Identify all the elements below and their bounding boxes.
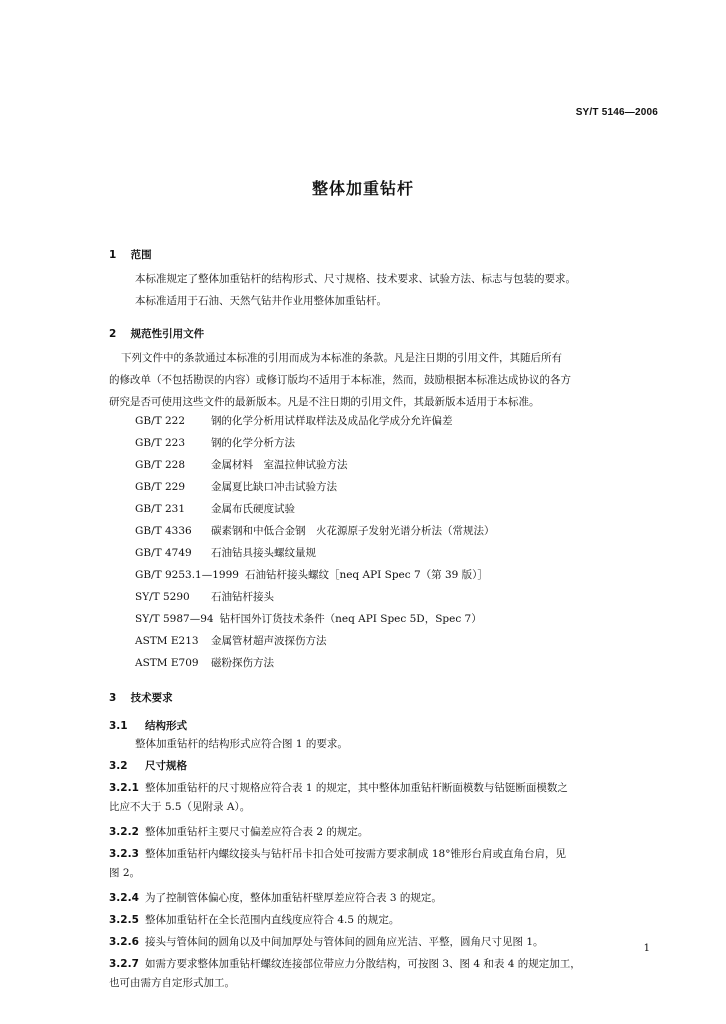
reference-title: 金属布氏硬度试验 — [211, 503, 295, 515]
clause-3-2-5 — [109, 912, 399, 927]
reference-item — [135, 589, 274, 604]
section-number: 2 — [109, 328, 117, 340]
reference-title: 金属夏比缺口冲击试验方法 — [211, 481, 337, 493]
page-number: 1 — [643, 943, 650, 954]
clause-number: 3.2.2 — [109, 826, 139, 838]
reference-item — [135, 501, 295, 516]
reference-title: 石油钻具接头螺纹量规 — [211, 547, 316, 559]
reference-item — [135, 567, 488, 582]
clause-3-2-4 — [109, 890, 442, 905]
clause-3-2-3-line-2: 图 2。 — [109, 867, 141, 879]
reference-code: SY/T 5987—94 — [135, 613, 214, 625]
reference-code: SY/T 5290 — [135, 591, 190, 603]
section-2-intro-line-3: 研究是否可使用这些文件的最新版本。凡是不注日期的引用文件，其最新版本适用于本标准。 — [109, 396, 540, 408]
clause-3-2-7 — [109, 956, 581, 971]
section-2-intro-line-1: 下列文件中的条款通过本标准的引用而成为本标准的条款。凡是注日期的引用文件，其随后所有 — [121, 352, 562, 364]
section-title: 范围 — [130, 249, 152, 261]
subsection-title: 结构形式 — [145, 720, 187, 732]
clause-text: 整体加重钻杆内螺纹接头与钻杆吊卡扣合处可按需方要求制成 18°锥形台肩或直角台肩，见 — [145, 848, 566, 860]
reference-code: GB/T 228 — [135, 459, 186, 471]
reference-title: 金属材料 室温拉伸试验方法 — [211, 459, 348, 471]
reference-item — [135, 655, 274, 670]
reference-code: ASTM E213 — [135, 635, 199, 647]
reference-item — [135, 611, 482, 626]
subsection-number: 3.2 — [109, 760, 128, 772]
clause-3-2-1 — [109, 780, 568, 795]
reference-item — [135, 545, 316, 560]
clause-text: 如需方要求整体加重钻杆螺纹连接部位带应力分散结构，可按图 3、图 4 和表 4 的规定加工， — [145, 958, 581, 970]
clause-3-2-2 — [109, 824, 368, 839]
subsection-3-1-text: 整体加重钻杆的结构形式应符合图 1 的要求。 — [135, 738, 348, 750]
clause-text: 整体加重钻杆主要尺寸偏差应符合表 2 的规定。 — [145, 826, 369, 838]
clause-number: 3.2.6 — [109, 936, 139, 948]
clause-number: 3.2.1 — [109, 782, 139, 794]
section-number: 1 — [109, 249, 117, 261]
clause-number: 3.2.4 — [109, 892, 139, 904]
section-2-intro-line-2: 的修改单（不包括勘误的内容）或修订版均不适用于本标准，然而，鼓励根据本标准达成协议的各方 — [109, 374, 571, 386]
subsection-title: 尺寸规格 — [145, 760, 187, 772]
reference-title: 钻杆国外订货技术条件（neq API Spec 5D，Spec 7） — [219, 613, 482, 625]
reference-title: 钢的化学分析用试样取样法及成品化学成分允许偏差 — [211, 415, 453, 427]
clause-3-2-3 — [109, 846, 566, 861]
reference-item — [135, 479, 337, 494]
reference-code: GB/T 231 — [135, 503, 186, 515]
reference-code: GB/T 4336 — [135, 525, 192, 537]
reference-item — [135, 633, 327, 648]
reference-code: GB/T 9253.1—1999 — [135, 569, 239, 581]
subsection-3-2 — [109, 758, 187, 773]
reference-title: 金属管材超声波探伤方法 — [211, 635, 327, 647]
clause-3-2-6 — [109, 934, 544, 949]
reference-code: ASTM E709 — [135, 657, 199, 669]
section-number: 3 — [109, 692, 117, 704]
section-1-line-2: 本标准适用于石油、天然气钻井作业用整体加重钻杆。 — [135, 295, 387, 307]
reference-title: 石油钻杆接头 — [211, 591, 274, 603]
clause-number: 3.2.5 — [109, 914, 139, 926]
clause-3-2-7-line-2: 也可由需方自定形式加工。 — [109, 977, 235, 989]
clause-text: 为了控制管体偏心度，整体加重钻杆壁厚差应符合表 3 的规定。 — [145, 892, 442, 904]
reference-code: GB/T 4749 — [135, 547, 192, 559]
clause-number: 3.2.7 — [109, 958, 139, 970]
standard-code: SY/T 5146—2006 — [575, 107, 658, 118]
reference-item — [135, 457, 348, 472]
reference-title: 磁粉探伤方法 — [211, 657, 274, 669]
section-title: 规范性引用文件 — [130, 328, 205, 340]
clause-3-2-1-line-2: 比应不大于 5.5（见附录 A）。 — [109, 801, 251, 813]
section-3-heading — [109, 690, 173, 705]
section-1-heading — [109, 247, 152, 262]
reference-title: 钢的化学分析方法 — [211, 437, 295, 449]
clause-text: 接头与管体间的圆角以及中间加厚处与管体间的圆角应光洁、平整，圆角尺寸见图 1。 — [145, 936, 544, 948]
document-title: 整体加重钻杆 — [311, 179, 414, 198]
reference-title: 碳素钢和中低合金钢 火花源原子发射光谱分析法（常规法） — [211, 525, 495, 537]
subsection-3-1 — [109, 718, 187, 733]
reference-item — [135, 413, 453, 428]
subsection-number: 3.1 — [109, 720, 128, 732]
clause-text: 整体加重钻杆在全长范围内直线度应符合 4.5 的规定。 — [145, 914, 400, 926]
section-2-heading — [109, 326, 204, 341]
reference-title: 石油钻杆接头螺纹［neq API Spec 7（第 39 版）］ — [244, 569, 488, 581]
reference-code: GB/T 222 — [135, 415, 186, 427]
clause-text: 整体加重钻杆的尺寸规格应符合表 1 的规定，其中整体加重钻杆断面模数与钻铤断面模数之 — [145, 782, 568, 794]
section-1-line-1: 本标准规定了整体加重钻杆的结构形式、尺寸规格、技术要求、试验方法、标志与包装的要求。 — [135, 273, 576, 285]
section-title: 技术要求 — [130, 692, 173, 704]
clause-number: 3.2.3 — [109, 848, 139, 860]
reference-code: GB/T 223 — [135, 437, 186, 449]
reference-item — [135, 435, 295, 450]
reference-code: GB/T 229 — [135, 481, 186, 493]
reference-item — [135, 523, 495, 538]
